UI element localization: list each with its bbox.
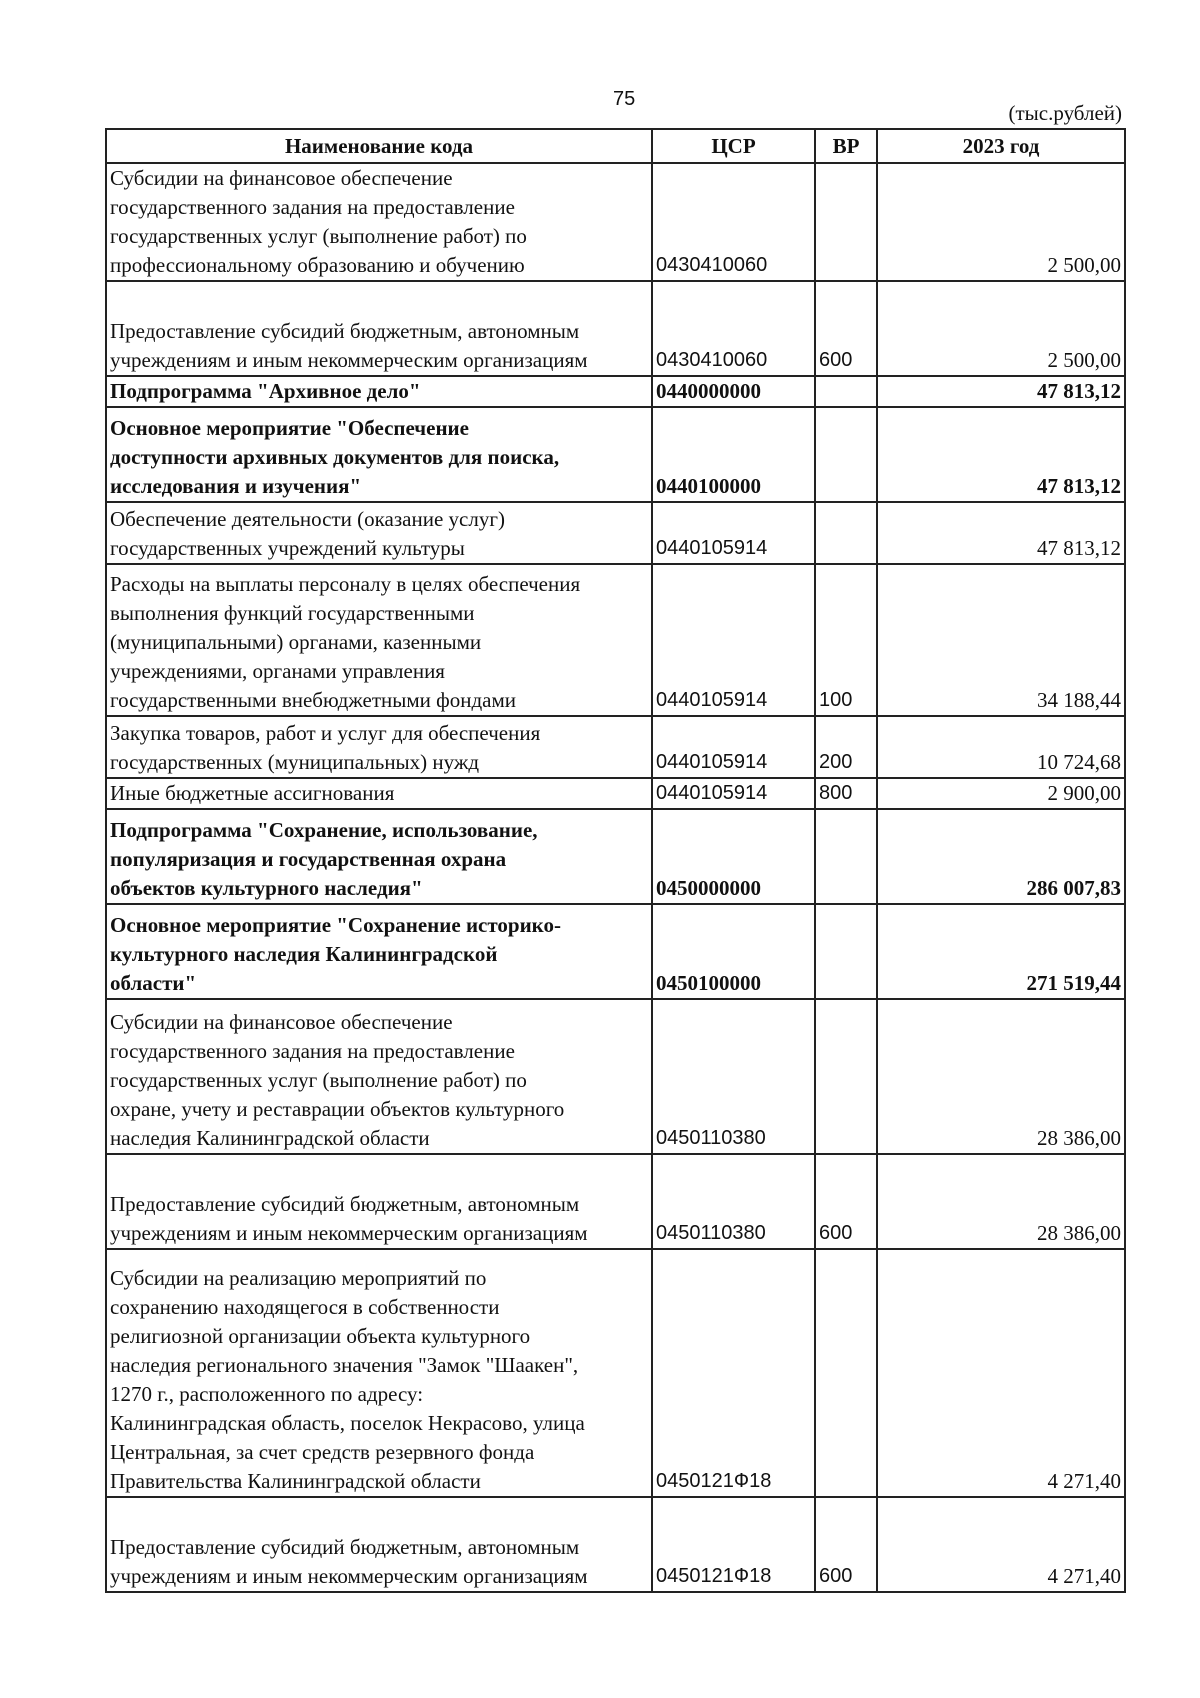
table-row	[106, 1249, 1125, 1497]
row-vr	[815, 1249, 877, 1497]
row-csr: 0450121Ф18	[652, 1497, 815, 1592]
table-header-row	[106, 129, 1125, 163]
table-row	[106, 778, 1125, 809]
row-csr: 0450110380	[652, 999, 815, 1154]
table-row	[106, 999, 1125, 1154]
row-sum: 4 271,40	[877, 1497, 1125, 1592]
row-name: Субсидии на реализацию мероприятий по сохранению находящегося в собственности религиозной организации объекта культурного наследия регионального значения "Замок "Шаакен", 1270 г., расположенного по адресу: Калининградская область, поселок Некрасово, улица Центральная, за счет средств резервного фонда Правительства Калининградской области	[106, 1249, 652, 1497]
row-name: Подпрограмма "Архивное дело"	[106, 376, 652, 407]
header-vr: ВР	[815, 129, 877, 163]
row-sum: 271 519,44	[877, 904, 1125, 999]
row-vr: 600	[815, 1154, 877, 1249]
header-year: 2023 год	[877, 129, 1125, 163]
row-sum: 47 813,12	[877, 376, 1125, 407]
row-name: Субсидии на финансовое обеспечение государственного задания на предоставление государственных услуг (выполнение работ) по охране, учету и реставрации объектов культурного наследия Калининградской области	[106, 999, 652, 1154]
row-name: Предоставление субсидий бюджетным, автономным учреждениям и иным некоммерческим организациям	[106, 1154, 652, 1249]
row-sum: 286 007,83	[877, 809, 1125, 904]
table-row	[106, 407, 1125, 502]
table-row	[106, 1154, 1125, 1249]
row-name: Основное мероприятие "Сохранение историко- культурного наследия Калининградской области"	[106, 904, 652, 999]
row-name: Обеспечение деятельности (оказание услуг) государственных учреждений культуры	[106, 502, 652, 564]
table-row	[106, 281, 1125, 376]
row-vr: 600	[815, 281, 877, 376]
row-sum: 4 271,40	[877, 1249, 1125, 1497]
row-sum: 47 813,12	[877, 407, 1125, 502]
page-number: 75	[613, 88, 636, 110]
row-vr	[815, 502, 877, 564]
row-csr: 0440105914	[652, 502, 815, 564]
table-row	[106, 904, 1125, 999]
row-sum: 28 386,00	[877, 999, 1125, 1154]
table-row	[106, 376, 1125, 407]
row-csr: 0450110380	[652, 1154, 815, 1249]
row-csr: 0440105914	[652, 716, 815, 778]
table-row	[106, 809, 1125, 904]
row-sum: 10 724,68	[877, 716, 1125, 778]
row-vr: 200	[815, 716, 877, 778]
row-name: Расходы на выплаты персоналу в целях обеспечения выполнения функций государственными (муниципальными) органами, казенными учреждениями, органами управления государственными внебюджетными фондами	[106, 564, 652, 716]
row-vr	[815, 904, 877, 999]
row-csr: 0440105914	[652, 564, 815, 716]
row-vr: 800	[815, 778, 877, 809]
row-name: Подпрограмма "Сохранение, использование, популяризация и государственная охрана объектов культурного наследия"	[106, 809, 652, 904]
row-sum: 34 188,44	[877, 564, 1125, 716]
row-sum: 2 500,00	[877, 163, 1125, 281]
row-vr	[815, 376, 877, 407]
table-row	[106, 716, 1125, 778]
table-row	[106, 1497, 1125, 1592]
header-name: Наименование кода	[106, 129, 652, 163]
row-name: Иные бюджетные ассигнования	[106, 778, 652, 809]
row-csr: 0440105914	[652, 778, 815, 809]
header-csr: ЦСР	[652, 129, 815, 163]
row-sum: 2 900,00	[877, 778, 1125, 809]
row-vr	[815, 999, 877, 1154]
budget-table	[105, 128, 1126, 1593]
units-label: (тыс.рублей)	[1008, 101, 1122, 125]
row-vr	[815, 809, 877, 904]
row-sum: 47 813,12	[877, 502, 1125, 564]
row-csr: 0450000000	[652, 809, 815, 904]
table-row	[106, 502, 1125, 564]
row-name: Субсидии на финансовое обеспечение государственного задания на предоставление государственных услуг (выполнение работ) по профессиональному образованию и обучению	[106, 163, 652, 281]
row-name: Закупка товаров, работ и услуг для обеспечения государственных (муниципальных) нужд	[106, 716, 652, 778]
row-csr: 0430410060	[652, 281, 815, 376]
row-name: Предоставление субсидий бюджетным, автономным учреждениям и иным некоммерческим организациям	[106, 1497, 652, 1592]
row-vr	[815, 163, 877, 281]
table-row	[106, 564, 1125, 716]
row-sum: 28 386,00	[877, 1154, 1125, 1249]
row-vr	[815, 407, 877, 502]
row-name: Основное мероприятие "Обеспечение доступности архивных документов для поиска, исследования и изучения"	[106, 407, 652, 502]
row-csr: 0450121Ф18	[652, 1249, 815, 1497]
row-csr: 0440000000	[652, 376, 815, 407]
row-csr: 0430410060	[652, 163, 815, 281]
row-csr: 0450100000	[652, 904, 815, 999]
row-sum: 2 500,00	[877, 281, 1125, 376]
row-vr: 100	[815, 564, 877, 716]
row-name: Предоставление субсидий бюджетным, автономным учреждениям и иным некоммерческим организациям	[106, 281, 652, 376]
row-vr: 600	[815, 1497, 877, 1592]
row-csr: 0440100000	[652, 407, 815, 502]
table-row	[106, 163, 1125, 281]
